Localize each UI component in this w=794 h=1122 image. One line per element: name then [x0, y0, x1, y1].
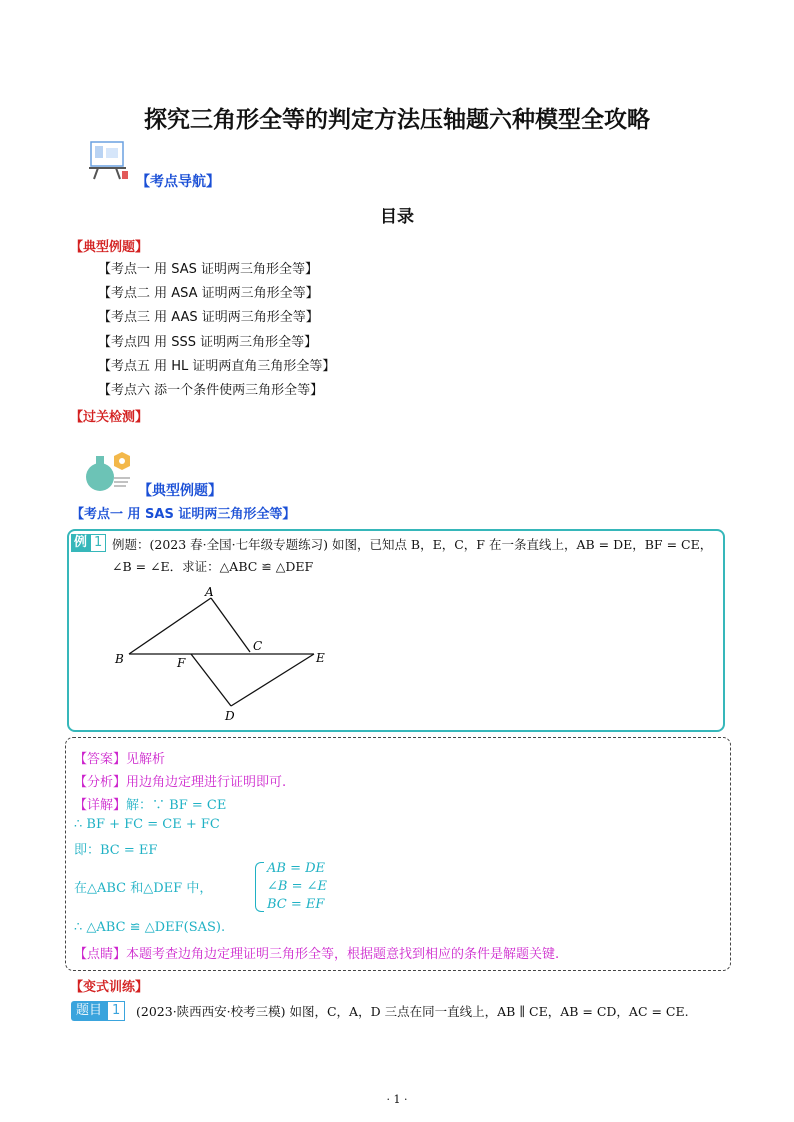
toc-title: 目录 [380, 207, 414, 227]
point-label-f: F [177, 656, 186, 670]
teaching-board-icon [86, 139, 134, 181]
comment-line [74, 943, 559, 962]
toc-item[interactable]: 【考点二 用 ASA 证明两三角形全等】 [98, 286, 319, 302]
example-text [112, 534, 720, 578]
proof-step-3: 即：BC = EF [74, 843, 158, 858]
condition-brace [255, 860, 327, 914]
detail-line [74, 794, 226, 813]
toc-item[interactable]: 【考点六 添一个条件使两三角形全等】 [98, 382, 324, 398]
brace-icon [255, 862, 264, 912]
detail-tag: 【详解】 [74, 798, 127, 813]
question-badge-label: 题目 [71, 1001, 107, 1021]
point-label-a: A [205, 585, 214, 599]
triangle-figure [100, 580, 350, 725]
brace-condition: ∠B = ∠E [267, 879, 327, 894]
proof-step-4: 在△ABC 和△DEF 中， [74, 881, 213, 896]
brace-condition: BC = EF [267, 897, 325, 912]
proof-step-2: ∴ BF + FC = CE + FC [74, 817, 220, 832]
analysis-tag: 【分析】 [74, 775, 127, 790]
answer-line [74, 748, 165, 767]
point-label-e: E [316, 651, 325, 665]
brace-conditions [267, 860, 327, 914]
toc-section-typical: 【典型例题】 [70, 240, 149, 255]
kaodian-heading: 【考点一 用 SAS 证明两三角形全等】 [71, 507, 296, 522]
detail-text: 解：∵ BF = CE [126, 798, 227, 813]
toc-item[interactable]: 【考点一 用 SAS 证明两三角形全等】 [98, 262, 319, 277]
question-badge [71, 1001, 125, 1021]
toc-item[interactable]: 【考点四 用 SSS 证明两三角形全等】 [98, 334, 318, 350]
toc-item[interactable]: 【考点五 用 HL 证明两直角三角形全等】 [98, 358, 336, 374]
section-label: 【典型例题】 [138, 483, 222, 499]
variant-heading: 【变式训练】 [70, 980, 149, 995]
answer-tag: 【答案】 [74, 752, 127, 767]
example-line-1: 例题：(2023 春·全国·七年级专题练习) 如图，已知点 B，E，C，F 在一条直线上，AB = DE，BF = CE， [112, 537, 713, 552]
point-label-c: C [253, 639, 263, 653]
toc-section-check: 【过关检测】 [70, 410, 149, 425]
nav-label: 【考点导航】 [136, 174, 220, 190]
brace-condition: AB = DE [267, 861, 326, 876]
comment-text: 本题考查边角边定理证明三角形全等，根据题意找到相应的条件是解题关键. [126, 947, 560, 962]
answer-text: 见解析 [126, 752, 166, 767]
example-line-2: ∠B = ∠E．求证：△ABC ≌ △DEF [112, 559, 314, 574]
analysis-line [74, 771, 286, 790]
example-badge-num: 1 [90, 534, 106, 552]
point-label-b: B [115, 652, 124, 666]
proof-step-5: ∴ △ABC ≌ △DEF(SAS). [74, 920, 226, 935]
question-badge-num: 1 [107, 1001, 125, 1021]
toc-item[interactable]: 【考点三 用 AAS 证明两三角形全等】 [98, 310, 319, 326]
question-text: (2023·陕西西安·校考三模) 如图，C，A，D 三点在同一直线上，AB ∥ CE，AB = CD，AC = CE. [136, 1004, 689, 1019]
analysis-text: 用边角边定理进行证明即可. [126, 775, 287, 790]
page-title: 探究三角形全等的判定方法压轴题六种模型全攻略 [144, 107, 650, 133]
toc-list [98, 260, 335, 405]
example-badge [71, 534, 106, 552]
point-label-d: D [225, 709, 235, 723]
page-number: · 1 · [386, 1093, 408, 1106]
example-badge-label: 例 [71, 534, 90, 552]
flask-icon [84, 450, 136, 494]
comment-tag: 【点睛】 [74, 947, 127, 962]
